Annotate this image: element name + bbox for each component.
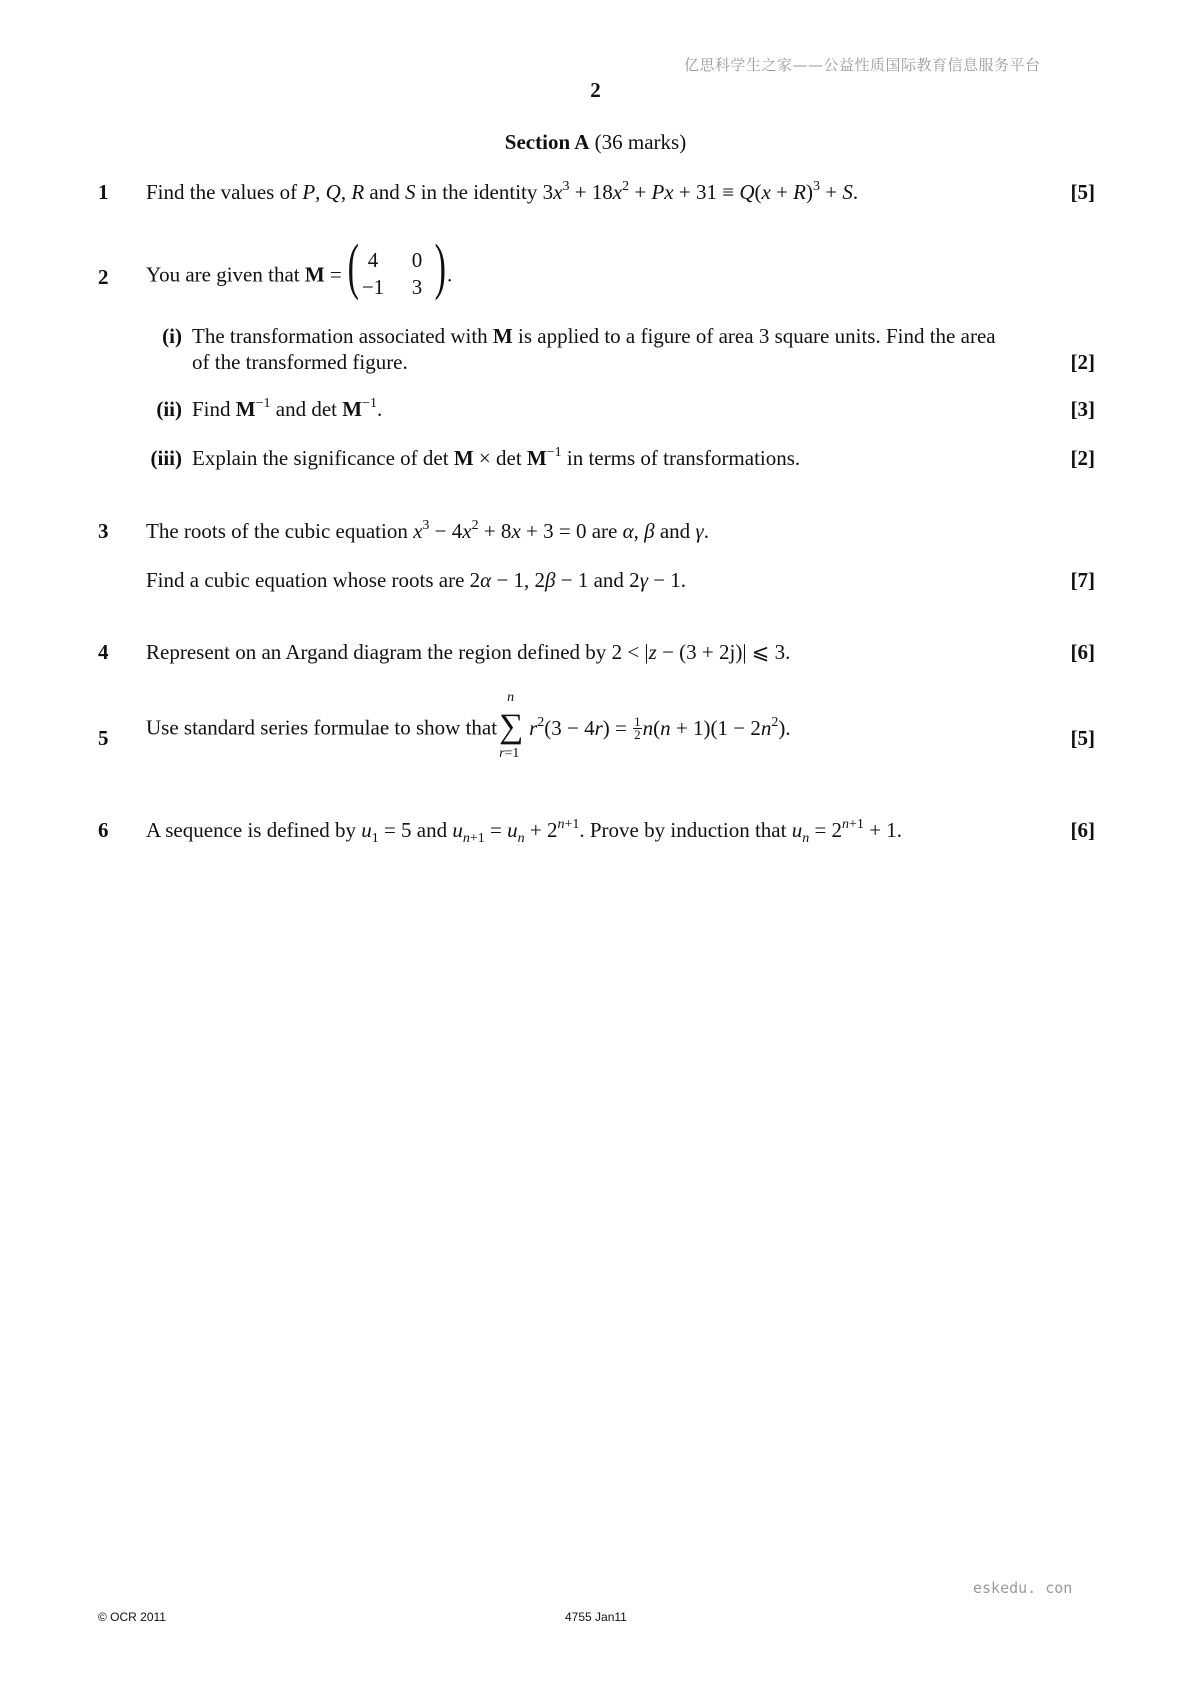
question-2-part-i-label: (i): [162, 324, 182, 348]
q1-text-start: Find the values of: [146, 180, 303, 204]
q6-text: A sequence is defined by: [146, 818, 356, 842]
matrix-cell-b: 0: [411, 248, 423, 272]
q2i-line1b: is applied to a figure of area 3 square units. Find the area: [518, 324, 996, 348]
question-3-marks: [7]: [1070, 568, 1095, 592]
footer-copyright: © OCR 2011: [98, 1610, 166, 1624]
question-3-number: 3: [98, 519, 109, 543]
q3-line1-end: are: [591, 519, 618, 543]
question-5-marks: [5]: [1070, 726, 1095, 750]
question-2-part-ii-marks: [3]: [1070, 397, 1095, 421]
watermark-top: 亿思科学生之家——公益性质国际教育信息服务平台: [684, 56, 1041, 74]
q5-text: Use standard series formulae to show that: [146, 715, 498, 740]
question-2-number: 2: [98, 265, 109, 289]
q6-text2: Prove by induction that: [589, 818, 787, 842]
q3-line1-text: The roots of the cubic equation: [146, 519, 408, 543]
q2ii-text: Find: [192, 397, 231, 421]
question-4-number: 4: [98, 640, 109, 664]
q1-text-and: and: [364, 180, 405, 204]
question-2-part-ii-text: Find $M^{-1}$ and $\det M^{-1}$.: [192, 396, 383, 421]
question-6-text: A sequence is defined by $u_1 = 5$ and $u_{n+1} = u_n + 2^{n+1}$. Prove by induction that $u_n = 2^{n+1} + 1$.: [146, 817, 903, 846]
q2iii-text-end: in terms of transformations.: [566, 446, 801, 470]
question-5-text: Use standard series formulae to show that n ∑ r=1 $r^2(3 - 4r)$ = $\frac{1}{2}$ $n(n + 1)(1 - 2n^2)$.: [146, 690, 791, 761]
question-6-number: 6: [98, 818, 109, 842]
matrix-cell-c: −1: [361, 275, 385, 299]
question-4-text: Represent on an Argand diagram the region defined by 2 < |z − (3 + 2j)| ⩽ 3.: [146, 640, 791, 664]
q4-text: Represent on an Argand diagram the region defined by: [146, 640, 607, 664]
question-1-number: 1: [98, 180, 109, 204]
question-2-part-i-text: The transformation associated with M is applied to a figure of area 3 square units. Find the area: [192, 324, 996, 348]
question-2-part-i-line2: of the transformed figure.: [192, 350, 408, 374]
footer-paper-code: 4755 Jan11: [565, 1610, 627, 1624]
question-1-marks: [5]: [1070, 180, 1095, 204]
page-number: 2: [590, 78, 601, 102]
q2-intro-text: You are given that: [146, 262, 305, 287]
question-1-text: Find the values of P, Q, R and S in the identity $3x^3 + 18x^2 + Px + 31 \equiv Q(x + R)^3 + S$.: [146, 179, 859, 204]
section-marks: (36 marks): [594, 130, 687, 154]
question-6-marks: [6]: [1070, 818, 1095, 842]
question-2-part-iii-marks: [2]: [1070, 446, 1095, 470]
question-2-part-ii-label: (ii): [156, 397, 182, 421]
q3-line2-text: Find a cubic equation whose roots are: [146, 568, 465, 592]
watermark-bottom: eskedu. con: [973, 1579, 1073, 1597]
question-2-intro: You are given that M = ( 4 0 −1 3 ) .: [146, 246, 452, 304]
matrix-m: ( 4 0 −1 3 ): [347, 233, 447, 301]
question-3-line1: The roots of the cubic equation $x^3 - 4x^2 + 8x + 3 = 0$ are α, β and γ.: [146, 518, 709, 543]
matrix-cell-d: 3: [411, 275, 423, 299]
q2i-line1: The transformation associated with: [192, 324, 488, 348]
q2iii-text: Explain the significance of det: [192, 446, 449, 470]
sigma-symbol: n ∑ r=1: [499, 690, 524, 761]
question-2-part-iii-label: (iii): [150, 446, 182, 470]
question-5-number: 5: [98, 726, 109, 750]
q1-text-identity: in the identity: [415, 180, 543, 204]
section-title: [0, 130, 1191, 155]
question-2-part-i-marks: [2]: [1070, 350, 1095, 374]
q2ii-text-and: and det: [275, 397, 337, 421]
one-half-fraction: $\frac{1}{2}$: [634, 713, 641, 742]
question-2-part-iii-text: Explain the significance of $\det M \times \det M^{-1}$ in terms of transformations.: [192, 445, 801, 470]
question-4-marks: [6]: [1070, 640, 1095, 664]
matrix-cell-a: 4: [367, 248, 379, 272]
section-name: Section A: [504, 130, 590, 154]
question-3-line2: Find a cubic equation whose roots are 2α − 1, 2β − 1 and 2γ − 1.: [146, 568, 687, 592]
